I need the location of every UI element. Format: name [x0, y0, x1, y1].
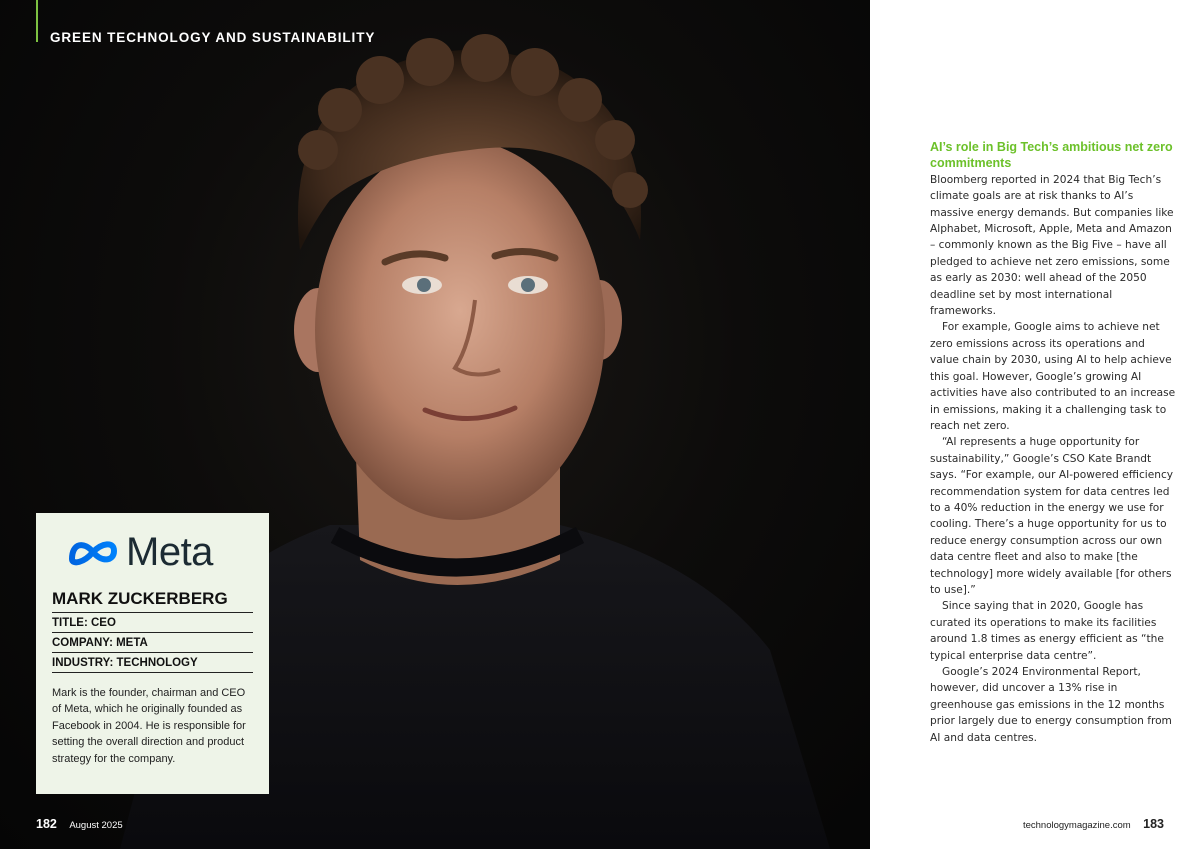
meta-infinity-icon	[66, 537, 120, 567]
issue-date: August 2025	[69, 820, 123, 831]
profile-card	[36, 513, 269, 794]
article	[930, 139, 1176, 746]
section-accent-rule	[36, 0, 38, 42]
page-number-right: 183	[1143, 817, 1164, 831]
person-name: MARK ZUCKERBERG	[52, 589, 253, 613]
article-paragraph: Google’s 2024 Environmental Report, however, did uncover a 13% rise in greenhouse gas emissions in the 12 months prior largely due to energy consumption from AI and data centres.	[930, 666, 1172, 744]
company-wordmark: Meta	[126, 529, 213, 574]
page-number-left: 182	[36, 817, 57, 831]
article-paragraph: For example, Google aims to achieve net zero emissions across its operations and value chain by 2030, using AI to help achieve this goal. However, Google’s growing AI activities have also contributed to an increase in emissions, making it a challenging task to reach net zero.	[930, 321, 1176, 432]
folio-right	[1023, 815, 1164, 833]
article-paragraph: Bloomberg reported in 2024 that Big Tech’s climate goals are at risk thanks to AI’s massive energy demands. But companies like Alphabet, Microsoft, Apple, Meta and Amazon – commonly known as the Big Five – have all pledged to achieve net zero emissions, some as early as 2030: well ahead of the 2050 deadline set by most international frameworks.	[930, 173, 1174, 318]
fact-company: COMPANY: META	[52, 633, 253, 653]
company-logo	[66, 531, 253, 573]
text-page	[870, 0, 1200, 849]
fact-industry: INDUSTRY: TECHNOLOGY	[52, 653, 253, 673]
article-paragraph: Since saying that in 2020, Google has curated its operations to make its facilities around 1.8 times as energy efficient as “the typical enterprise data centre”.	[930, 600, 1164, 662]
folio-left	[36, 815, 123, 833]
article-body	[930, 172, 1176, 746]
article-paragraph: “AI represents a huge opportunity for sustainability,” Google’s CSO Kate Brandt says. “For example, our AI-powered efficiency recommendation system for data centres led to a 40% reduction in the energy we use for cooling. There’s a huge opportunity for us to reduce energy consumption across our own data centre fleet and also to make [the technology] more widely available [for others to use].”	[930, 436, 1174, 596]
section-title: GREEN TECHNOLOGY AND SUSTAINABILITY	[50, 30, 376, 45]
fact-title: TITLE: CEO	[52, 613, 253, 633]
article-heading: AI’s role in Big Tech’s ambitious net zero commitments	[930, 140, 1173, 171]
profile-bio: Mark is the founder, chairman and CEO of Meta, which he originally founded as Facebook in 2004. He is responsible for setting the overall direction and product strategy for the company.	[52, 687, 246, 765]
website-link[interactable]: technologymagazine.com	[1022, 820, 1131, 831]
